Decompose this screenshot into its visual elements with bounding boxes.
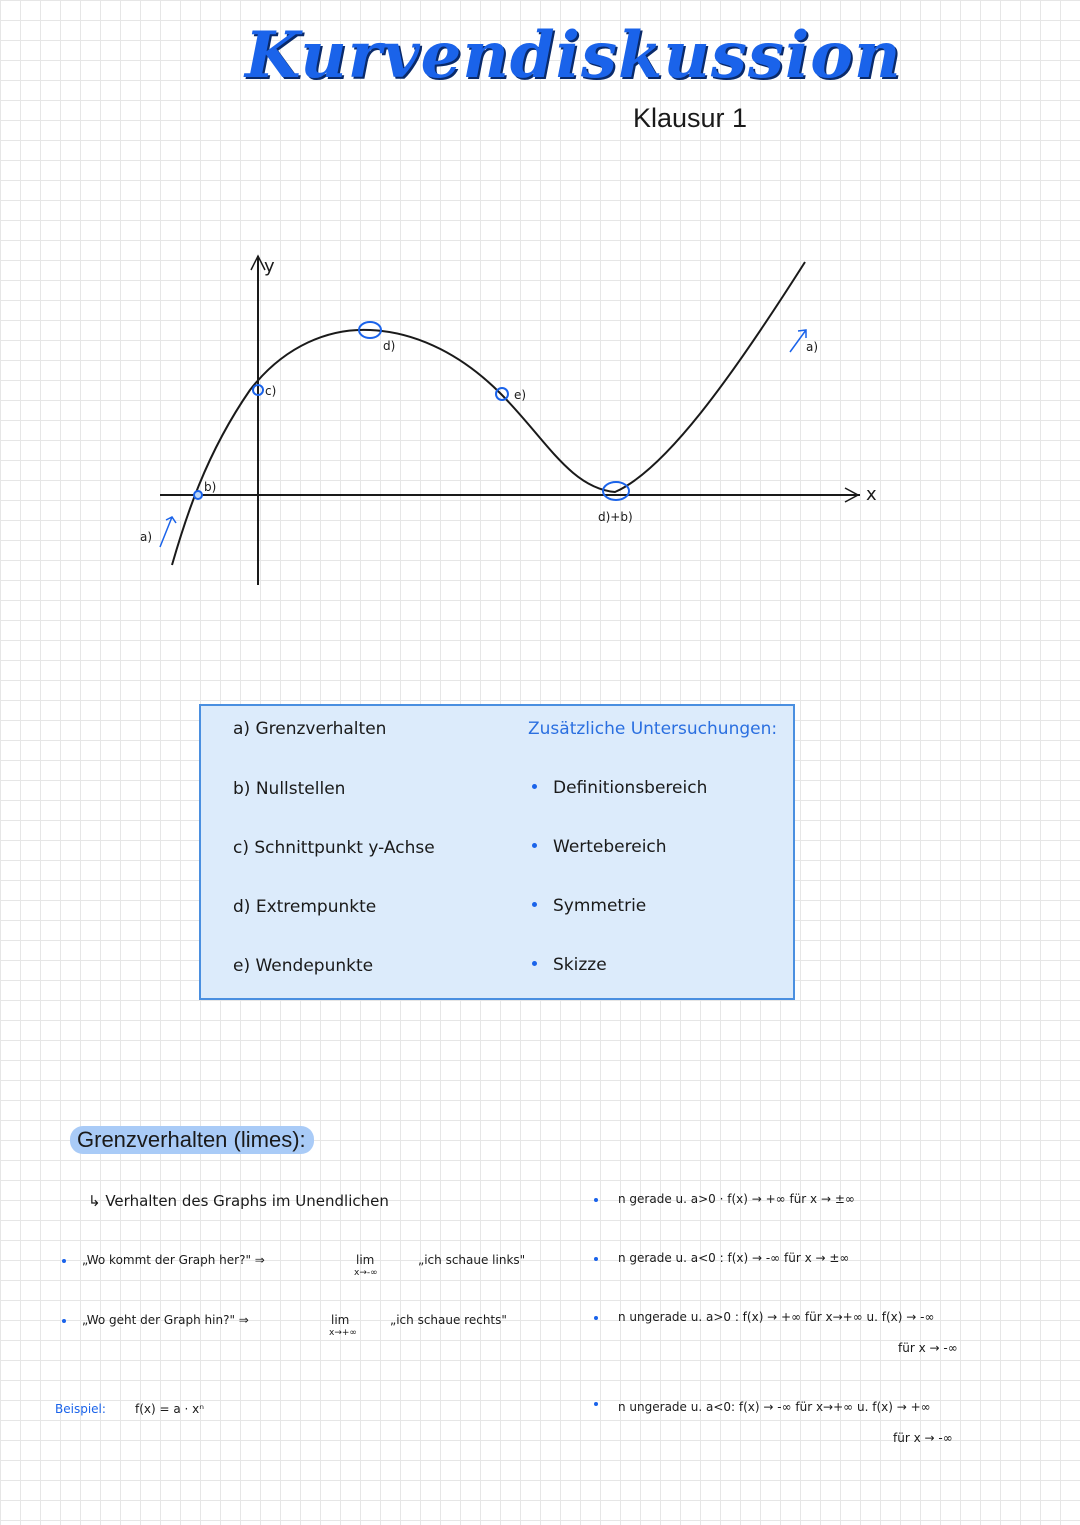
page-title: Kurvendiskussion [245,18,902,93]
bullet-dot [594,1257,598,1261]
label-db: d)+b) [598,510,633,524]
bullet-dot [594,1316,598,1320]
section-title: Grenzverhalten (limes): [70,1126,314,1154]
label-d: d) [383,339,396,353]
note-right: „ich schaue rechts" [390,1313,507,1327]
question-to: „Wo geht der Graph hin?" ⇒ [82,1313,249,1327]
example-formula: f(x) = a · xⁿ [135,1402,205,1416]
bullet-dot [532,843,537,848]
left-trend-arrow [160,517,176,547]
extra-title: Zusätzliche Untersuchungen: [528,719,778,739]
zero-marker [194,491,202,499]
label-a-right: a) [806,340,819,354]
bullet-dot [532,961,537,966]
label-a-left: a) [140,530,153,544]
extra-item: Skizze [553,955,607,975]
lim-from: lim [356,1253,375,1267]
bullet-dot [532,784,537,789]
bullet-dot [532,902,537,907]
rule-line-cont: für x → -∞ [898,1341,958,1355]
topic-item: c) Schnittpunkt y-Achse [233,838,435,858]
label-e: e) [514,388,527,402]
rule-line-cont: für x → -∞ [893,1431,953,1445]
label-c: c) [265,384,277,398]
lim-from-sub: x→-∞ [354,1268,378,1278]
limits-intro: ↳ Verhalten des Graphs im Unendlichen [88,1192,389,1210]
topics-box [199,704,795,1000]
y-axis-label: y [264,256,275,277]
question-from: „Wo kommt der Graph her?" ⇒ [82,1253,265,1267]
bullet-dot [62,1319,66,1323]
function-curve [172,262,805,565]
rule-line: n ungerade u. a<0: f(x) → -∞ für x→+∞ u. f(x) → +∞ [618,1400,931,1414]
extra-item: Symmetrie [553,896,647,916]
extra-item: Wertebereich [553,837,667,857]
lim-to-sub: x→+∞ [329,1328,357,1338]
note-left: „ich schaue links" [418,1253,526,1267]
topic-item: b) Nullstellen [233,779,346,799]
right-trend-arrow [790,330,806,352]
rule-line: n ungerade u. a>0 : f(x) → +∞ für x→+∞ u. f(x) → -∞ [618,1310,935,1324]
extra-item: Definitionsbereich [553,778,708,798]
label-b: b) [204,480,217,494]
function-graph [0,240,1080,600]
rule-line: n gerade u. a>0 · f(x) → +∞ für x → ±∞ [618,1192,855,1206]
x-axis-label: x [866,484,877,505]
example-label: Beispiel: [55,1402,106,1416]
topic-item: d) Extrempunkte [233,897,377,917]
rule-line: n gerade u. a<0 : f(x) → -∞ für x → ±∞ [618,1251,850,1265]
lim-to: lim [331,1313,350,1327]
page-subtitle: Klausur 1 [633,103,748,133]
bullet-dot [62,1259,66,1263]
bullet-dot [594,1198,598,1202]
bullet-dot [594,1402,598,1406]
topic-item: a) Grenzverhalten [233,719,387,739]
topic-item: e) Wendepunkte [233,956,374,976]
